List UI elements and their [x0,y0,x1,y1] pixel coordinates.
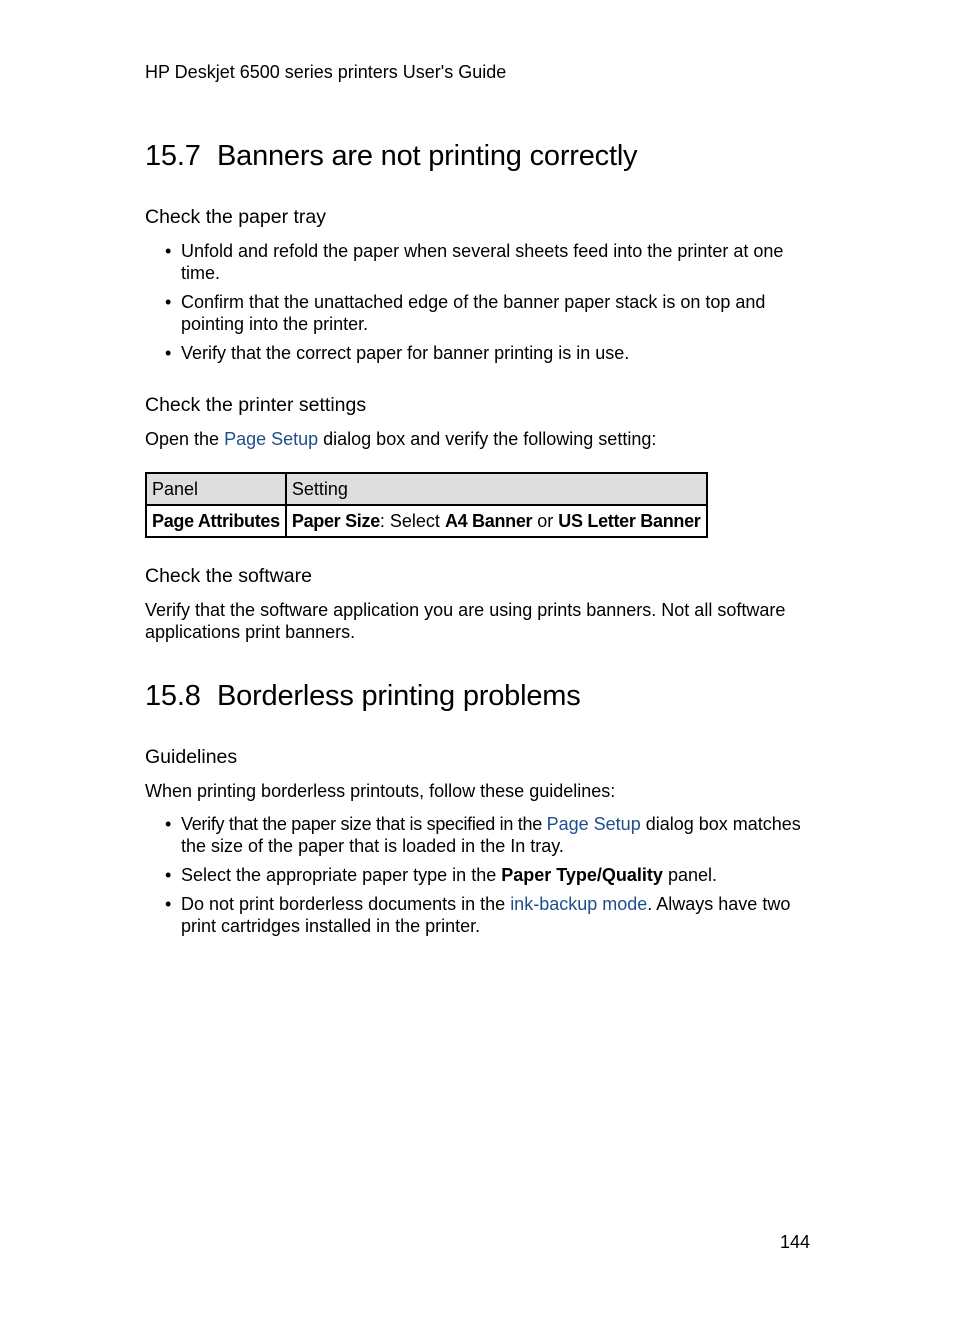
section-title-text: Banners are not printing correctly [217,140,638,172]
ink-backup-mode-link[interactable]: ink-backup mode [510,894,648,914]
bullet-glyph: • [165,865,172,885]
list-item-text: panel. [662,865,717,885]
list-item [145,342,815,364]
heading-check-printer-settings: Check the printer settings [145,394,367,416]
heading-guidelines: Guidelines [145,746,238,768]
intro-text: dialog box and verify the following setting: [318,429,657,449]
list-item-text: Confirm that the unattached edge of the banner paper stack is on top and pointing into the printer. [181,292,766,334]
table-header-panel: Panel [146,473,286,505]
table-cell-panel [146,505,286,537]
bullet-glyph: • [165,241,172,261]
section-title-text: Borderless printing problems [217,680,581,712]
list-item-text: dialog box matches the size of the paper that is loaded in the In tray. [181,814,801,856]
printer-settings-intro [145,428,810,450]
panel-name: Page Attributes [152,510,280,531]
section-15-8-title [145,680,581,713]
table-header-row [146,473,707,505]
section-number: 15.7 [145,140,201,172]
bullet-glyph: • [165,343,172,363]
setting-text: or [532,510,559,531]
paper-tray-list [145,240,815,371]
intro-text: Open the [145,429,225,449]
software-paragraph: Verify that the software application you are using prints banners. Not all software applications print banners. [145,600,786,642]
table-row [146,505,707,537]
paper-type-quality-label: Paper Type/Quality [501,865,663,885]
section-number: 15.8 [145,680,201,712]
heading-check-software: Check the software [145,565,312,587]
list-item [145,813,815,857]
list-item-text: Verify that the paper size that is specified in the [181,814,547,834]
section-15-7-title [145,140,637,173]
list-item-text: Verify that the correct paper for banner printing is in use. [181,343,630,363]
heading-check-paper-tray: Check the paper tray [145,206,327,228]
list-item [145,291,815,335]
page-setup-link[interactable]: Page Setup [546,814,641,834]
list-item [145,864,815,886]
setting-option: US Letter Banner [558,510,701,531]
bullet-glyph: • [165,894,172,914]
page-setup-link[interactable]: Page Setup [224,429,319,449]
list-item-text: Select the appropriate paper type in the [181,865,502,885]
list-item [145,240,815,284]
setting-option: A4 Banner [444,510,533,531]
setting-label: Paper Size [291,510,380,531]
settings-table [145,472,708,538]
guidelines-list [145,813,815,944]
list-item [145,893,815,937]
page-number: 144 [780,1232,811,1252]
bullet-glyph: • [165,814,172,834]
running-header: HP Deskjet 6500 series printers User's Guide [145,62,507,82]
table-cell-setting [286,505,707,537]
bullet-glyph: • [165,292,172,312]
guidelines-intro: When printing borderless printouts, follow these guidelines: [145,781,616,801]
list-item-text: . Always have two print cartridges installed in the printer. [181,894,791,936]
setting-text: : Select [379,510,445,531]
list-item-text: Unfold and refold the paper when several sheets feed into the printer at one time. [181,241,784,283]
list-item-text: Do not print borderless documents in the [181,894,511,914]
table-header-setting: Setting [286,473,707,505]
